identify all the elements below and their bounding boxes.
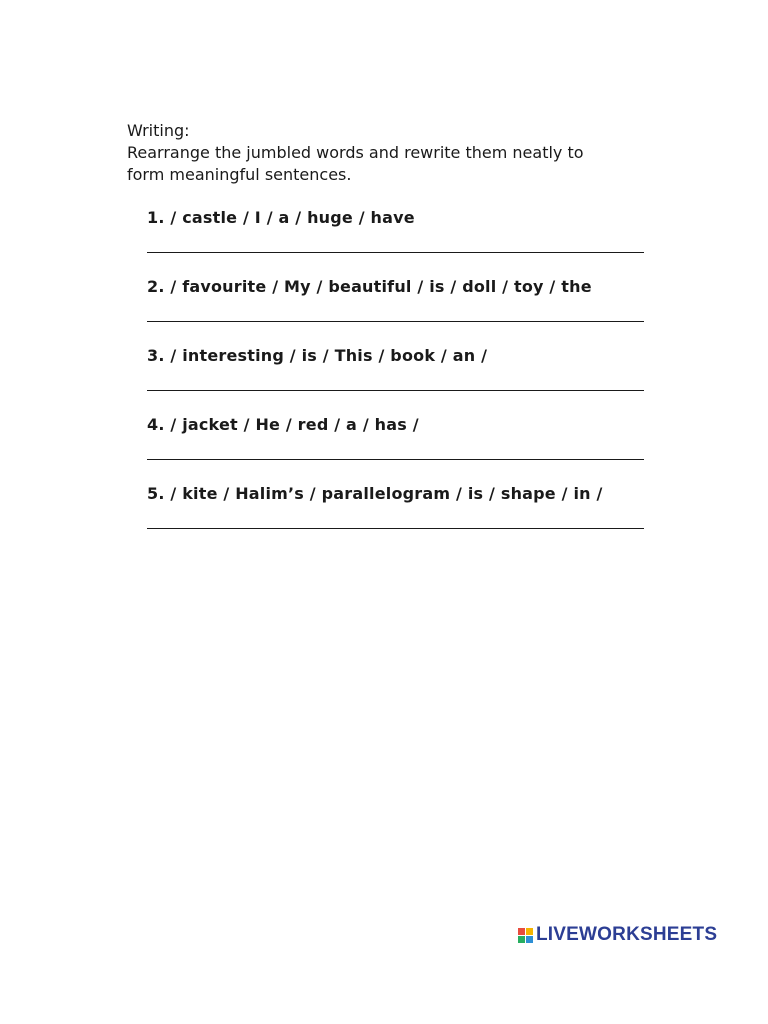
logo-mark-cell [526,928,533,935]
answer-line[interactable] [147,390,644,391]
instructions-line-1: Rearrange the jumbled words and rewrite them neatly to [127,143,584,162]
question-item [147,275,644,344]
question-text: 1. / castle / I / a / huge / have [147,208,415,227]
liveworksheets-logo [518,924,717,946]
instructions-block [127,120,647,186]
instructions-line-2: form meaningful sentences. [127,165,352,184]
answer-line[interactable] [147,252,644,253]
answer-line[interactable] [147,528,644,529]
logo-mark-cell [526,936,533,943]
question-item [147,206,644,275]
question-text: 4. / jacket / He / red / a / has / [147,415,419,434]
logo-mark-cell [518,928,525,935]
question-item [147,344,644,413]
question-text: 3. / interesting / is / This / book / an / [147,346,488,365]
question-item [147,482,644,551]
logo-mark-cell [518,936,525,943]
answer-line[interactable] [147,459,644,460]
question-text: 5. / kite / Halim’s / parallelogram / is / shape / in / [147,484,603,503]
question-item [147,413,644,482]
answer-line[interactable] [147,321,644,322]
question-list [147,206,644,551]
question-text: 2. / favourite / My / beautiful / is / doll / toy / the [147,277,592,296]
logo-text: LIVEWORKSHEETS [536,924,718,945]
instructions-heading: Writing: [127,121,190,140]
logo-mark-icon [518,928,533,943]
